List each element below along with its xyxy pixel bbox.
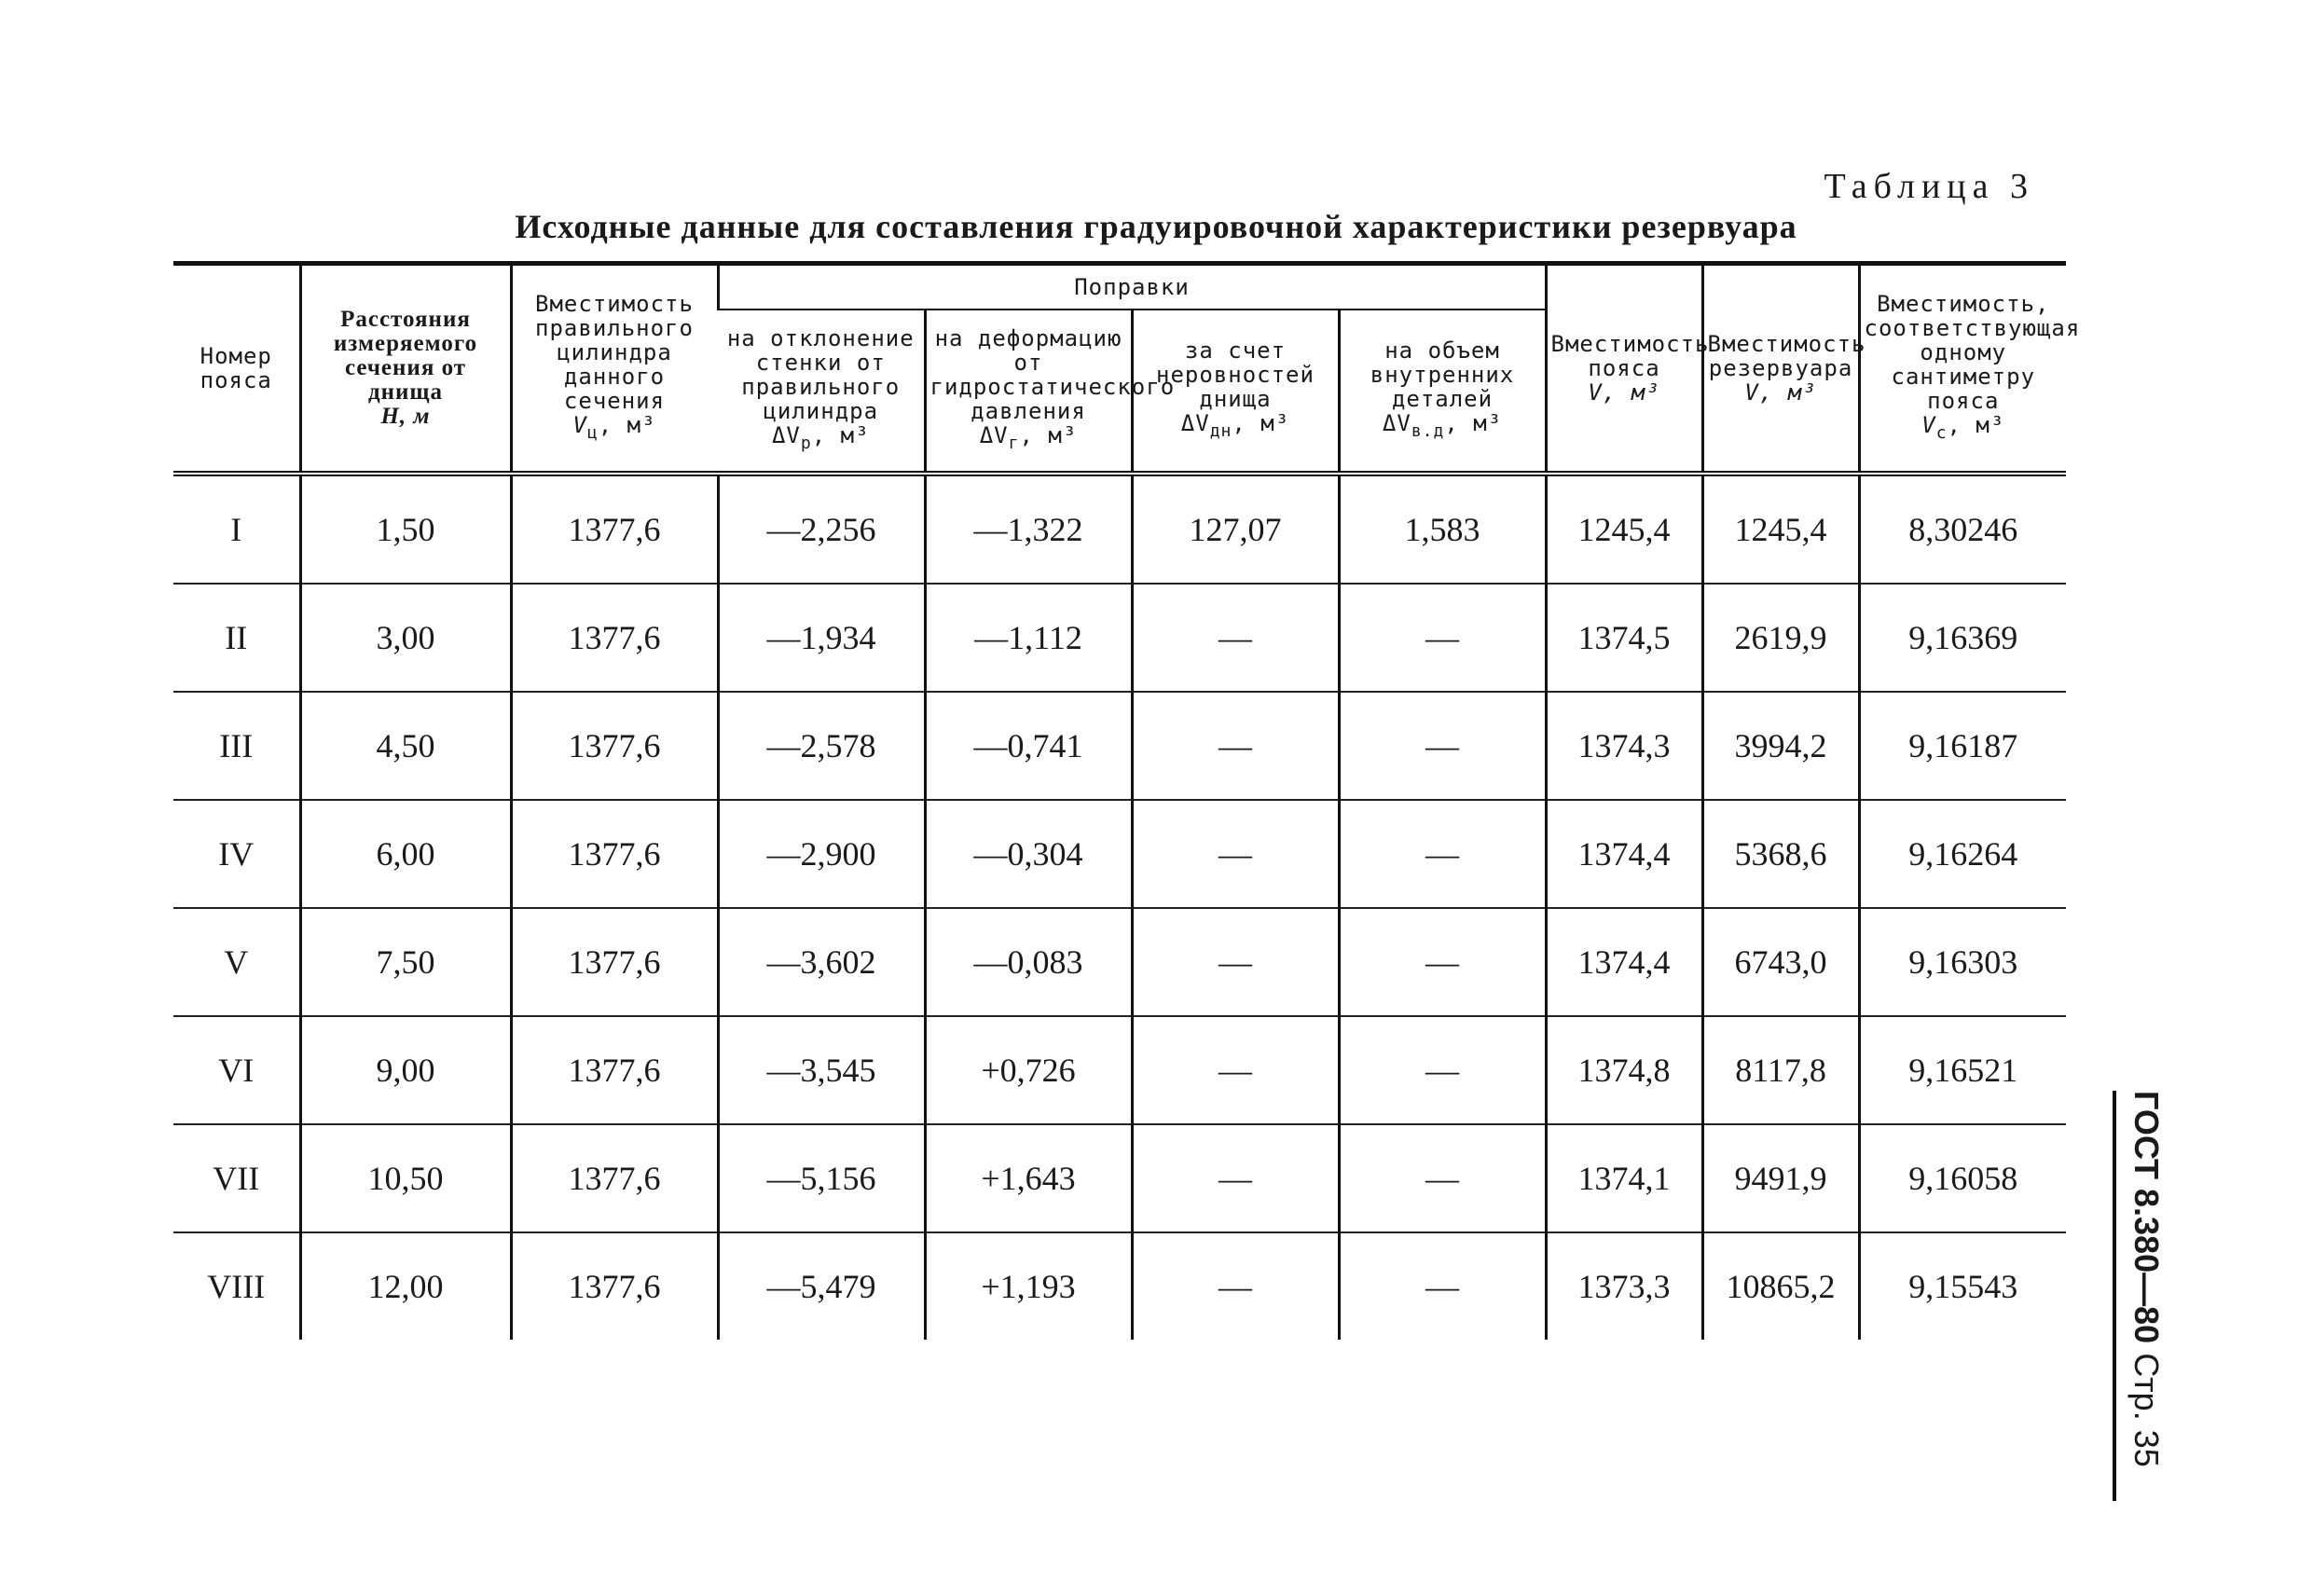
table-row — [173, 1124, 2066, 1232]
table-cell: 1377,6 — [511, 800, 718, 908]
table-cell: 1374,4 — [1546, 800, 1702, 908]
table-cell: —2,900 — [718, 800, 925, 908]
table-cell: 1377,6 — [511, 908, 718, 1016]
table-cell: IV — [173, 800, 300, 908]
table-cell: 1373,3 — [1546, 1232, 1702, 1340]
table-cell: VII — [173, 1124, 300, 1232]
table-cell: +1,193 — [925, 1232, 1132, 1340]
table-cell: — — [1339, 908, 1546, 1016]
table-cell: 9,16187 — [1859, 692, 2066, 800]
table-cell: — — [1132, 1232, 1339, 1340]
table-cell: —0,304 — [925, 800, 1132, 908]
table-cell: — — [1339, 1124, 1546, 1232]
table-cell: 1374,4 — [1546, 908, 1702, 1016]
table-cell: 1245,4 — [1546, 474, 1702, 584]
table-row — [173, 692, 2066, 800]
table-row — [173, 1016, 2066, 1124]
table-cell: 6743,0 — [1702, 908, 1859, 1016]
table-cell: II — [173, 584, 300, 692]
standard-number: ГОСТ 8.380—80 — [2127, 1091, 2166, 1344]
header-cylinder-capacity: Вместимость правильного цилиндра данного сечения $V_ц$, м³ — [511, 264, 718, 475]
table-row — [173, 584, 2066, 692]
header-tank-capacity: Вместимость резервуара V, м³ — [1702, 264, 1859, 475]
table-row — [173, 1232, 2066, 1340]
table-cell: 1,583 — [1339, 474, 1546, 584]
header-distance: Расстояния измеряемого сечения от днища H, м — [300, 264, 511, 475]
table-cell: 9,00 — [300, 1016, 511, 1124]
header-belt-number: Номер пояса — [173, 264, 300, 475]
table-cell: —2,256 — [718, 474, 925, 584]
table-cell: —3,602 — [718, 908, 925, 1016]
table-cell: 9,16521 — [1859, 1016, 2066, 1124]
table-cell: —1,112 — [925, 584, 1132, 692]
table-cell: 1374,3 — [1546, 692, 1702, 800]
table-cell: 9,16264 — [1859, 800, 2066, 908]
table-cell: 1374,1 — [1546, 1124, 1702, 1232]
table-cell: 127,07 — [1132, 474, 1339, 584]
table-cell: 8117,8 — [1702, 1016, 1859, 1124]
table-cell: — — [1132, 1124, 1339, 1232]
table-row — [173, 800, 2066, 908]
table-cell: —5,156 — [718, 1124, 925, 1232]
table-cell: — — [1132, 800, 1339, 908]
table-cell: —2,578 — [718, 692, 925, 800]
table-cell: III — [173, 692, 300, 800]
table-cell: 3994,2 — [1702, 692, 1859, 800]
page-number: Стр. 35 — [2127, 1353, 2166, 1467]
table-row — [173, 908, 2066, 1016]
table-cell: 12,00 — [300, 1232, 511, 1340]
table-cell: —1,322 — [925, 474, 1132, 584]
table-cell: 1377,6 — [511, 474, 718, 584]
table-cell: —0,741 — [925, 692, 1132, 800]
table-cell: 1377,6 — [511, 1232, 718, 1340]
table-cell: VI — [173, 1016, 300, 1124]
header-wall-deviation: на отклонение стенки от правильного цилиндра $\Delta V_р$, м³ — [718, 310, 925, 474]
table-cell: —5,479 — [718, 1232, 925, 1340]
table-cell: — — [1339, 584, 1546, 692]
table-number: Таблица 3 — [1824, 167, 2034, 206]
table-cell: 2619,9 — [1702, 584, 1859, 692]
header-hydrostatic-deformation: на деформацию от гидростатического давления $\Delta V_г$, м³ — [925, 310, 1132, 474]
table-cell: 1377,6 — [511, 1016, 718, 1124]
table-cell: — — [1132, 584, 1339, 692]
table-cell: —1,934 — [718, 584, 925, 692]
table-cell: 10865,2 — [1702, 1232, 1859, 1340]
table-cell: 1,50 — [300, 474, 511, 584]
table-cell: 1377,6 — [511, 584, 718, 692]
table-cell: 3,00 — [300, 584, 511, 692]
table-cell: 1245,4 — [1702, 474, 1859, 584]
table-cell: 1374,5 — [1546, 584, 1702, 692]
table-title: Исходные данные для составления градуировочной характеристики резервуара — [515, 208, 1797, 245]
header-belt-capacity: Вместимость пояса V, м³ — [1546, 264, 1702, 475]
header-internal-details: на объем внутренних деталей $\Delta V_{в.д}$, м³ — [1339, 310, 1546, 474]
table-cell: 9,16303 — [1859, 908, 2066, 1016]
table-cell: — — [1339, 1232, 1546, 1340]
table-cell: — — [1132, 1016, 1339, 1124]
table-cell: 10,50 — [300, 1124, 511, 1232]
side-rule — [2113, 1091, 2116, 1501]
table-cell: — — [1339, 1016, 1546, 1124]
header-capacity-per-cm: Вместимость, соответствующая одному сантиметру пояса $V_с$, м³ — [1859, 264, 2066, 475]
table-cell: — — [1339, 800, 1546, 908]
table-cell: — — [1132, 908, 1339, 1016]
table-cell: 7,50 — [300, 908, 511, 1016]
table-cell: 8,30246 — [1859, 474, 2066, 584]
table-cell: 9,16058 — [1859, 1124, 2066, 1232]
calibration-table — [173, 261, 2081, 1340]
header-bottom-unevenness: за счет неровностей днища $\Delta V_{дн}$, м³ — [1132, 310, 1339, 474]
table-cell: 1377,6 — [511, 1124, 718, 1232]
table-cell: 6,00 — [300, 800, 511, 908]
table-cell: V — [173, 908, 300, 1016]
table-row — [173, 474, 2066, 584]
table-cell: 1374,8 — [1546, 1016, 1702, 1124]
side-page-label — [2105, 1091, 2167, 1501]
table-cell: —0,083 — [925, 908, 1132, 1016]
table-cell: VIII — [207, 1268, 266, 1305]
table-cell: 9,16369 — [1859, 584, 2066, 692]
table-cell: 9,15543 — [1859, 1232, 2066, 1340]
header-corrections-group: Поправки — [718, 264, 1546, 310]
table-cell: +0,726 — [925, 1016, 1132, 1124]
table-cell: +1,643 — [925, 1124, 1132, 1232]
table-cell: I — [173, 474, 300, 584]
table-cell: 4,50 — [300, 692, 511, 800]
table-cell: — — [1132, 692, 1339, 800]
table-cell: — — [1339, 692, 1546, 800]
table-cell: 9491,9 — [1702, 1124, 1859, 1232]
table-cell: 5368,6 — [1702, 800, 1859, 908]
table-cell: 1377,6 — [511, 692, 718, 800]
table-cell: —3,545 — [718, 1016, 925, 1124]
